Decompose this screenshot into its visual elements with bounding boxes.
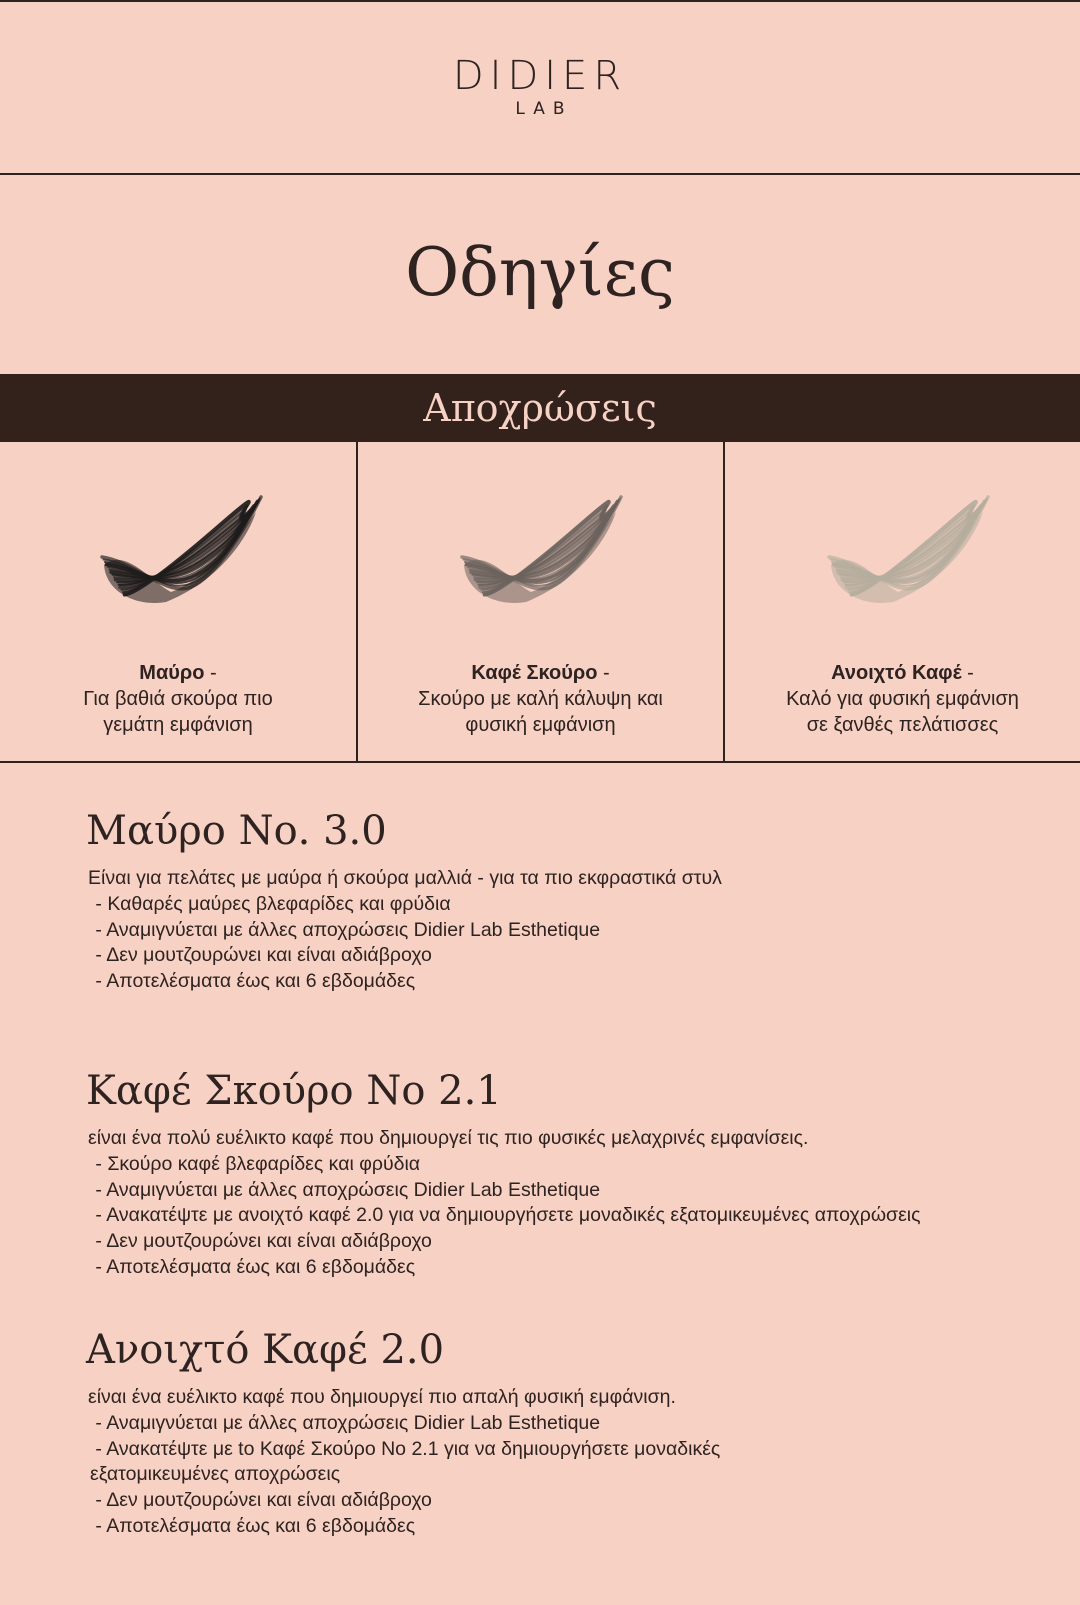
header-divider [0, 173, 1080, 175]
list-item: - Αποτελέσματα έως και 6 εβδομάδες [88, 1514, 748, 1540]
list-item: - Αποτελέσματα έως και 6 εβδομάδες [88, 1255, 1048, 1281]
section-dark-brown [88, 1066, 1048, 1281]
list-item: - Αναμιγνύεται με άλλες αποχρώσεις Didier Lab Esthetique [88, 1178, 1048, 1204]
shade-name: Μαύρο [139, 662, 205, 684]
list-item: - Δεν μουτζουρώνει και είναι αδιάβροχο [88, 1488, 748, 1514]
list-item: - Σκούρο καφέ βλεφαρίδες και φρύδια [88, 1152, 1048, 1178]
shades-grid [0, 442, 1080, 762]
section-intro: είναι ένα ευέλικτο καφέ που δημιουργεί πιο απαλή φυσική εμφάνιση. [88, 1386, 676, 1408]
section-black [88, 806, 1048, 995]
list-item: - Αναμιγνύεται με άλλες αποχρώσεις Didier Lab Esthetique [88, 1411, 748, 1437]
shade-description: Μαύρο - Για βαθιά σκούρα πιο γεμάτη εμφάνιση [83, 662, 273, 736]
shades-divider [0, 761, 1080, 763]
shade-name: Καφέ Σκούρο [471, 662, 598, 684]
list-item: - Αναμιγνύεται με άλλες αποχρώσεις Didier Lab Esthetique [88, 918, 1048, 944]
shade-name: Ανοιχτό Καφέ [831, 662, 962, 684]
page-title: Οδηγίες [405, 234, 675, 311]
brand-name: DIDIER [452, 53, 628, 99]
list-item: - Ανακατέψτε με ανοιχτό καφέ 2.0 για να δημιουργήσετε μοναδικές εξατομικευμένες αποχρώσεις [88, 1203, 1048, 1229]
section-intro: είναι ένα πολύ ευέλικτο καφέ που δημιουργεί τις πιο φυσικές μελαχρινές εμφανίσεις. [88, 1127, 809, 1149]
brand-sub: LAB [515, 99, 573, 119]
list-item: - Δεν μουτζουρώνει και είναι αδιάβροχο [88, 1229, 1048, 1255]
shade-card-black [0, 442, 356, 762]
shade-description: Ανοιχτό Καφέ - Καλό για φυσική εμφάνιση σε ξανθές πελάτισσες [786, 662, 1019, 736]
shades-header-band [0, 374, 1080, 442]
swatch-black-icon [96, 487, 266, 627]
shade-card-light-brown [725, 442, 1080, 762]
list-item: - Ανακατέψτε με to Καφέ Σκούρο Νο 2.1 για να δημιουργήσετε μοναδικές εξατομικευμένες αποχρώσεις [88, 1437, 748, 1489]
section-title: Μαύρο Νο. 3.0 [86, 808, 387, 854]
section-light-brown [88, 1325, 748, 1540]
swatch-dark-brown-icon [456, 487, 626, 627]
section-intro: Είναι για πελάτες με μαύρα ή σκούρα μαλλιά - για τα πιο εκφραστικά στυλ [88, 867, 722, 889]
section-title: Καφέ Σκούρο Νο 2.1 [86, 1068, 502, 1114]
swatch-light-brown-icon [823, 487, 993, 627]
shade-card-dark-brown [358, 442, 723, 762]
shade-description: Καφέ Σκούρο - Σκούρο με καλή κάλυψη και φυσική εμφάνιση [418, 662, 663, 736]
list-item: - Αποτελέσματα έως και 6 εβδομάδες [88, 969, 1048, 995]
top-border [0, 0, 1080, 2]
list-item: - Καθαρές μαύρες βλεφαρίδες και φρύδια [88, 892, 1048, 918]
section-title: Ανοιχτό Καφέ 2.0 [86, 1327, 445, 1373]
list-item: - Δεν μουτζουρώνει και είναι αδιάβροχο [88, 943, 1048, 969]
shades-header: Αποχρώσεις [423, 386, 657, 430]
brand-logo [0, 54, 1080, 120]
